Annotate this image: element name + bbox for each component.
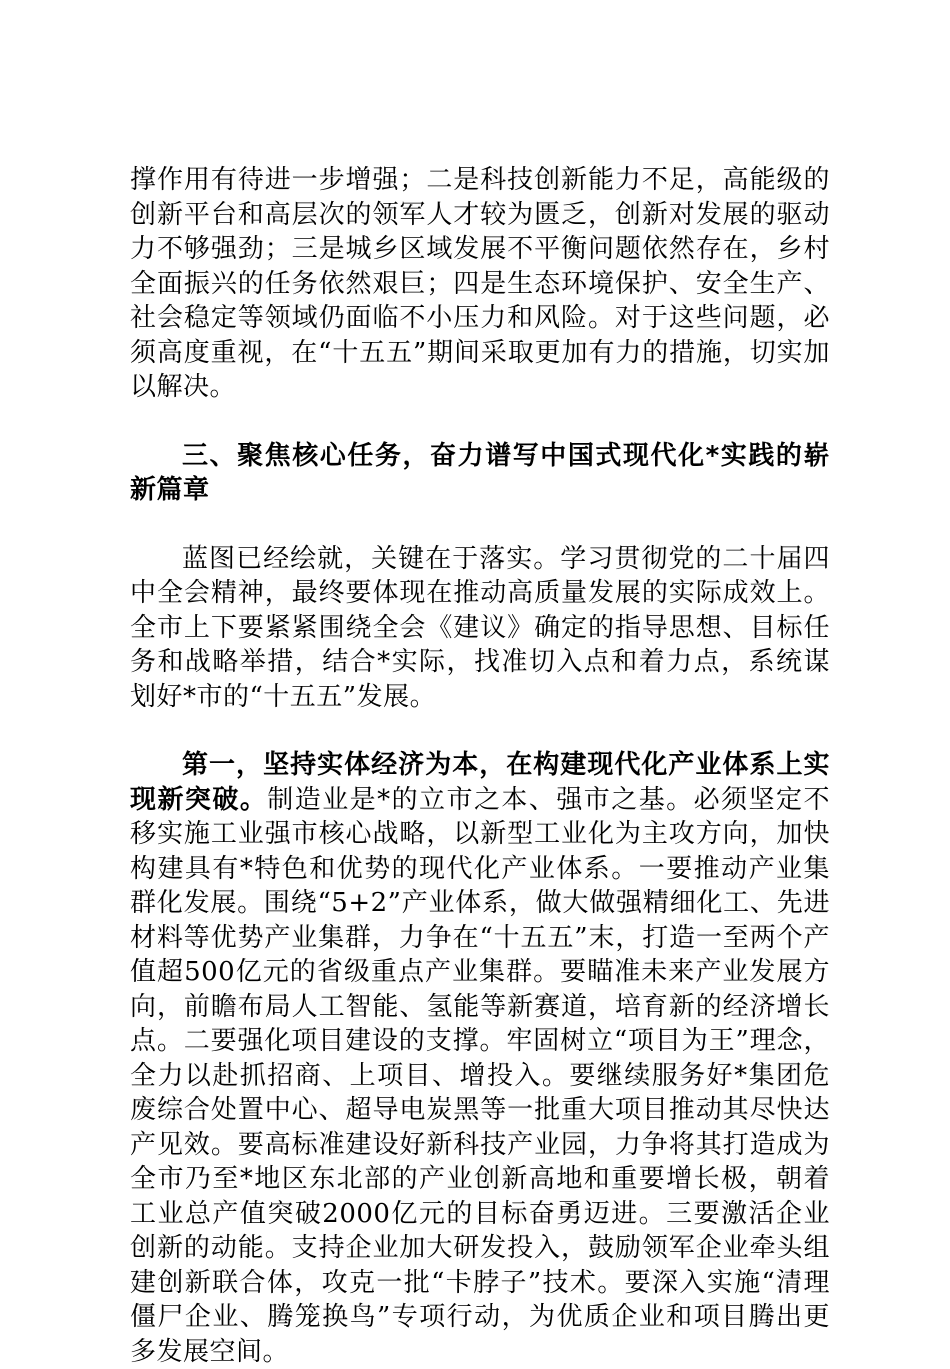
paragraph-continuation: 撑作用有待进一步增强；二是科技创新能力不足，高能级的创新平台和高层次的领军人才较为匮乏，创新对发展的驱动力不够强劲；三是城乡区域发展不平衡问题依然存在，乡村全面振兴的任务依然艰巨；四是生态环境保护、安全生产、社会稳定等领域仍面临不小压力和风险。对于这些问题，必须高度重视，在“十五五”期间采取更加有力的措施，切实加以解决。 (130, 165, 830, 402)
document-body (130, 163, 830, 1369)
paragraph-body-text: 制造业是*的立市之本、强市之基。必须坚定不移实施工业强市核心战略，以新型工业化为主攻方向，加快构建具有*特色和优势的现代化产业体系。一要推动产业集群化发展。围绕“5+2”产业体系，做大做强精细化工、先进材料等优势产业集群，力争在“十五五”末，打造一至两个产值超500亿元的省级重点产业集群。要瞄准未来产业发展方向，前瞻布局人工智能、氢能等新赛道，培育新的经济增长点。二要强化项目建设的支撑。牢固树立“项目为王”理念，全力以赴抓招商、上项目、增投入。要继续服务好*集团危废综合处置中心、超导电炭黑等一批重大项目推动其尽快达产见效。要高标准建设好新科技产业园，力争将其打造成为全市乃至*地区东北部的产业创新高地和重要增长极，朝着工业总产值突破2000亿元的目标奋勇迈进。三要激活企业创新的动能。支持企业加大研发投入，鼓励领军企业牵头组建创新联合体，攻克一批“卡脖子”技术。要深入实施“清理僵尸企业、腾笼换鸟”专项行动，为优质企业和项目腾出更多发展空间。 (130, 784, 830, 1367)
paragraph-lead-sentence: 第一，坚持实体经济为本，在构建现代化产业体系上实现新突破。 (130, 750, 830, 815)
section-heading: 三、聚焦核心任务，奋力谱写中国式现代化*实践的崭新篇章 (130, 440, 830, 505)
paragraph-first-point (130, 748, 830, 1369)
paragraph-blueprint: 蓝图已经绘就，关键在于落实。学习贯彻党的二十届四中全会精神，最终要体现在推动高质量发展的实际成效上。全市上下要紧紧围绕全会《建议》确定的指导思想、目标任务和战略举措，结合*实际，找准切入点和着力点，系统谋划好*市的“十五五”发展。 (130, 543, 830, 712)
